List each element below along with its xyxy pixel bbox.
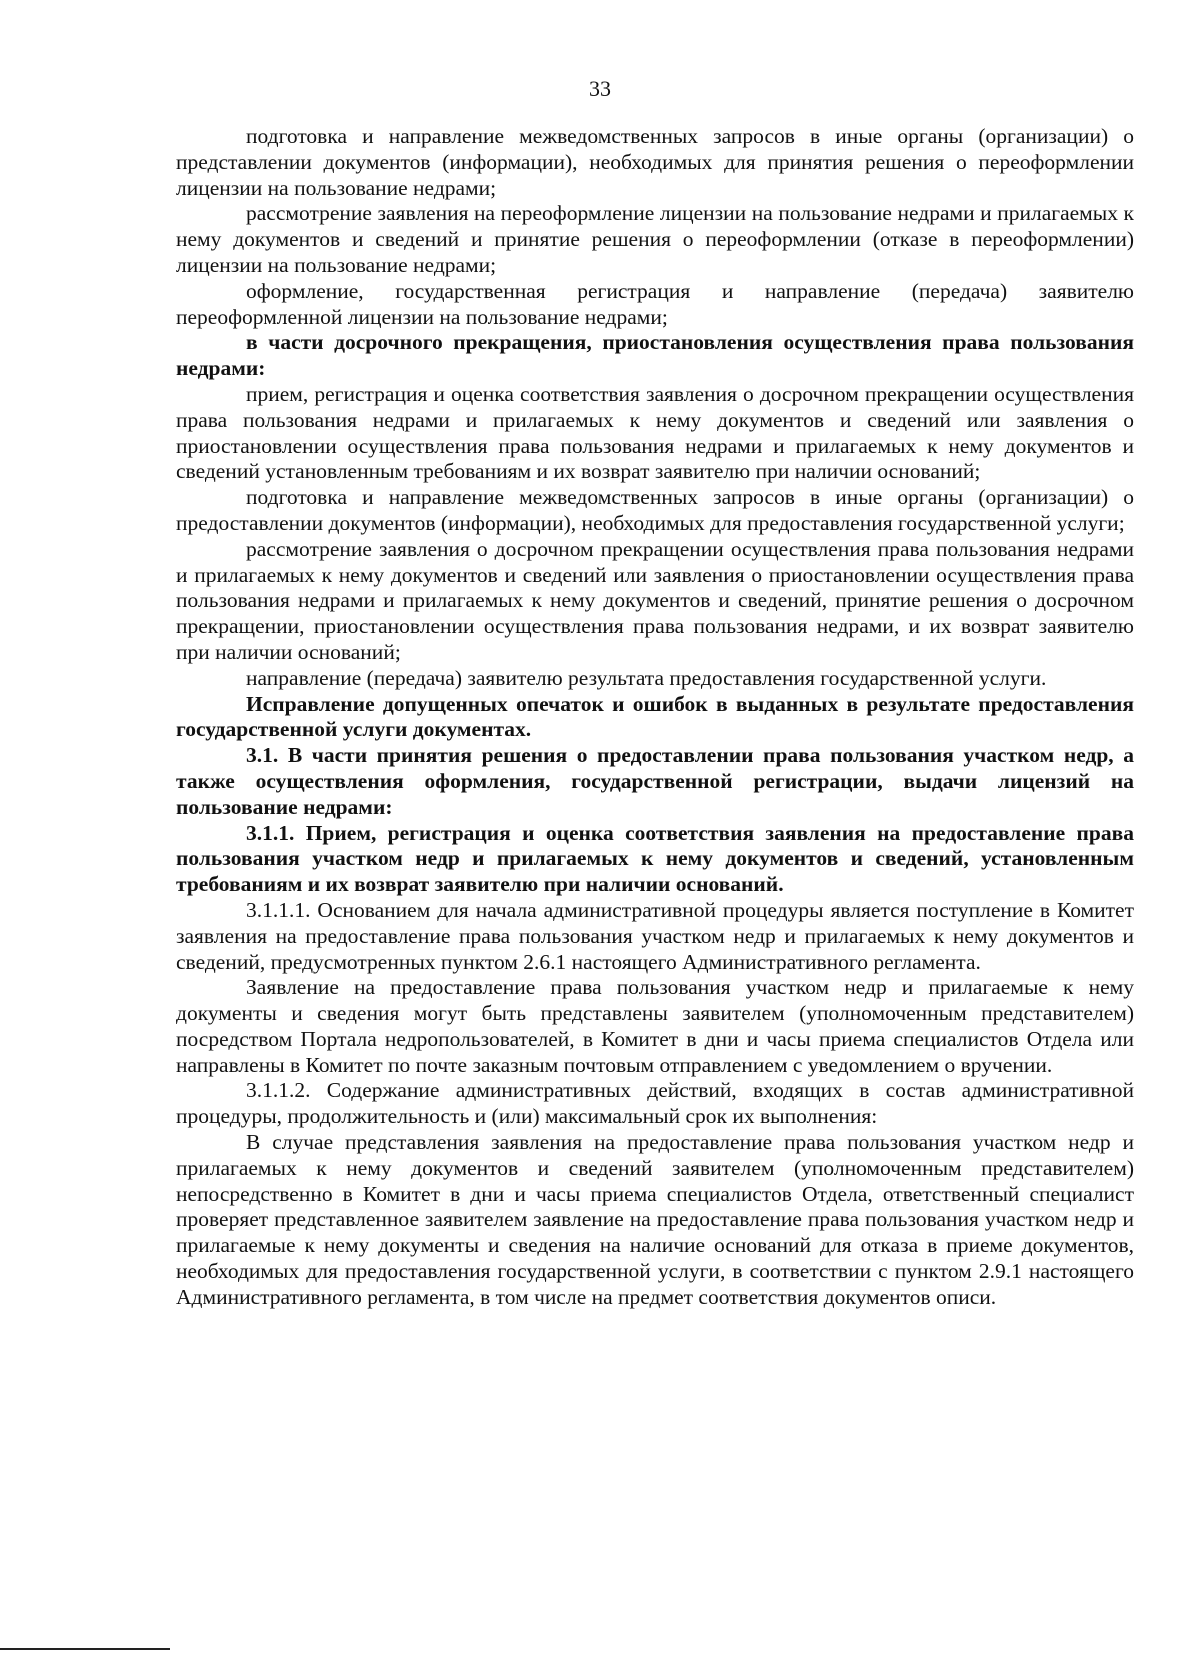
document-body <box>176 124 1134 1311</box>
section-heading: Исправление допущенных опечаток и ошибок в выданных в результате предоставления государственной услуги документах. <box>176 691 1134 742</box>
page-number: 33 <box>589 76 611 101</box>
paragraph: прием, регистрация и оценка соответствия заявления о досрочном прекращении осуществления права пользования недрами и прилагаемых к нему документов и сведений или заявления о приостановлении осуществления права пользования недрами и прилагаемых к нему документов и сведений установленным требованиям и их возврат заявителю при наличии оснований; <box>176 381 1134 484</box>
paragraph: В случае представления заявления на предоставление права пользования участком недр и прилагаемых к нему документов и сведений заявителем (уполномоченным представителем) непосредственно в Комитет в дни и часы приема специалистов Отдела, ответственный специалист проверяет представленное заявителем заявление на предоставление права пользования участком недр и прилагаемые к нему документы и сведения на наличие оснований для отказа в приеме документов, необходимых для предоставления государственной услуги, в соответствии с пунктом 2.9.1 настоящего Административного регламента, в том числе на предмет соответствия документов описи. <box>176 1130 1134 1309</box>
section-heading: 3.1. В части принятия решения о предоставлении права пользования участком недр, а также осуществления оформления, государственной регистрации, выдачи лицензий на пользование недрами: <box>176 743 1134 819</box>
paragraph: подготовка и направление межведомственных запросов в иные органы (организации) о предоставлении документов (информации), необходимых для предоставления государственной услуги; <box>176 485 1134 535</box>
paragraph: подготовка и направление межведомственных запросов в иные органы (организации) о представлении документов (информации), необходимых для принятия решения о переоформлении лицензии на пользование недрами; <box>176 124 1134 200</box>
paragraph: 3.1.1.2. Содержание административных действий, входящих в состав административной процедуры, продолжительность и (или) максимальный срок их выполнения: <box>176 1078 1134 1129</box>
paragraph: оформление, государственная регистрация и направление (передача) заявителю переоформленной лицензии на пользование недрами; <box>176 278 1134 329</box>
paragraph: рассмотрение заявления о досрочном прекращении осуществления права пользования недрами и прилагаемых к нему документов и сведений или заявления о приостановлении осуществления права пользования недрами и прилагаемых к нему документов и сведений, принятие решения о досрочном прекращении, приостановлении осуществления права пользования недрами, и их возврат заявителю при наличии оснований; <box>176 536 1134 664</box>
section-heading: в части досрочного прекращения, приостановления осуществления права пользования недрами: <box>176 330 1134 381</box>
paragraph: направление (передача) заявителю результата предоставления государственной услуги. <box>246 665 1047 690</box>
paragraph: Заявление на предоставление права пользования участком недр и прилагаемые к нему документы и сведения могут быть представлены заявителем (уполномоченным представителем) посредством Портала недропользователей, в Комитет в дни и часы приема специалистов Отдела или направлены в Комитет по почте заказным почтовым отправлением с уведомлением о вручении. <box>176 975 1134 1077</box>
paragraph: рассмотрение заявления на переоформление лицензии на пользование недрами и прилагаемых к нему документов и сведений и принятие решения о переоформлении (отказе в переоформлении) лицензии на пользование недрами; <box>176 201 1134 277</box>
footer-divider <box>0 1648 170 1650</box>
paragraph: 3.1.1.1. Основанием для начала административной процедуры является поступление в Комитет заявления на предоставление права пользования участком недр и прилагаемых к нему документов и сведений, предусмотренных пунктом 2.6.1 настоящего Административного регламента. <box>176 897 1134 974</box>
section-heading: 3.1.1. Прием, регистрация и оценка соответствия заявления на предоставление права пользования участком недр и прилагаемых к нему документов и сведений, установленным требованиям и их возврат заявителю при наличии оснований. <box>176 820 1134 897</box>
